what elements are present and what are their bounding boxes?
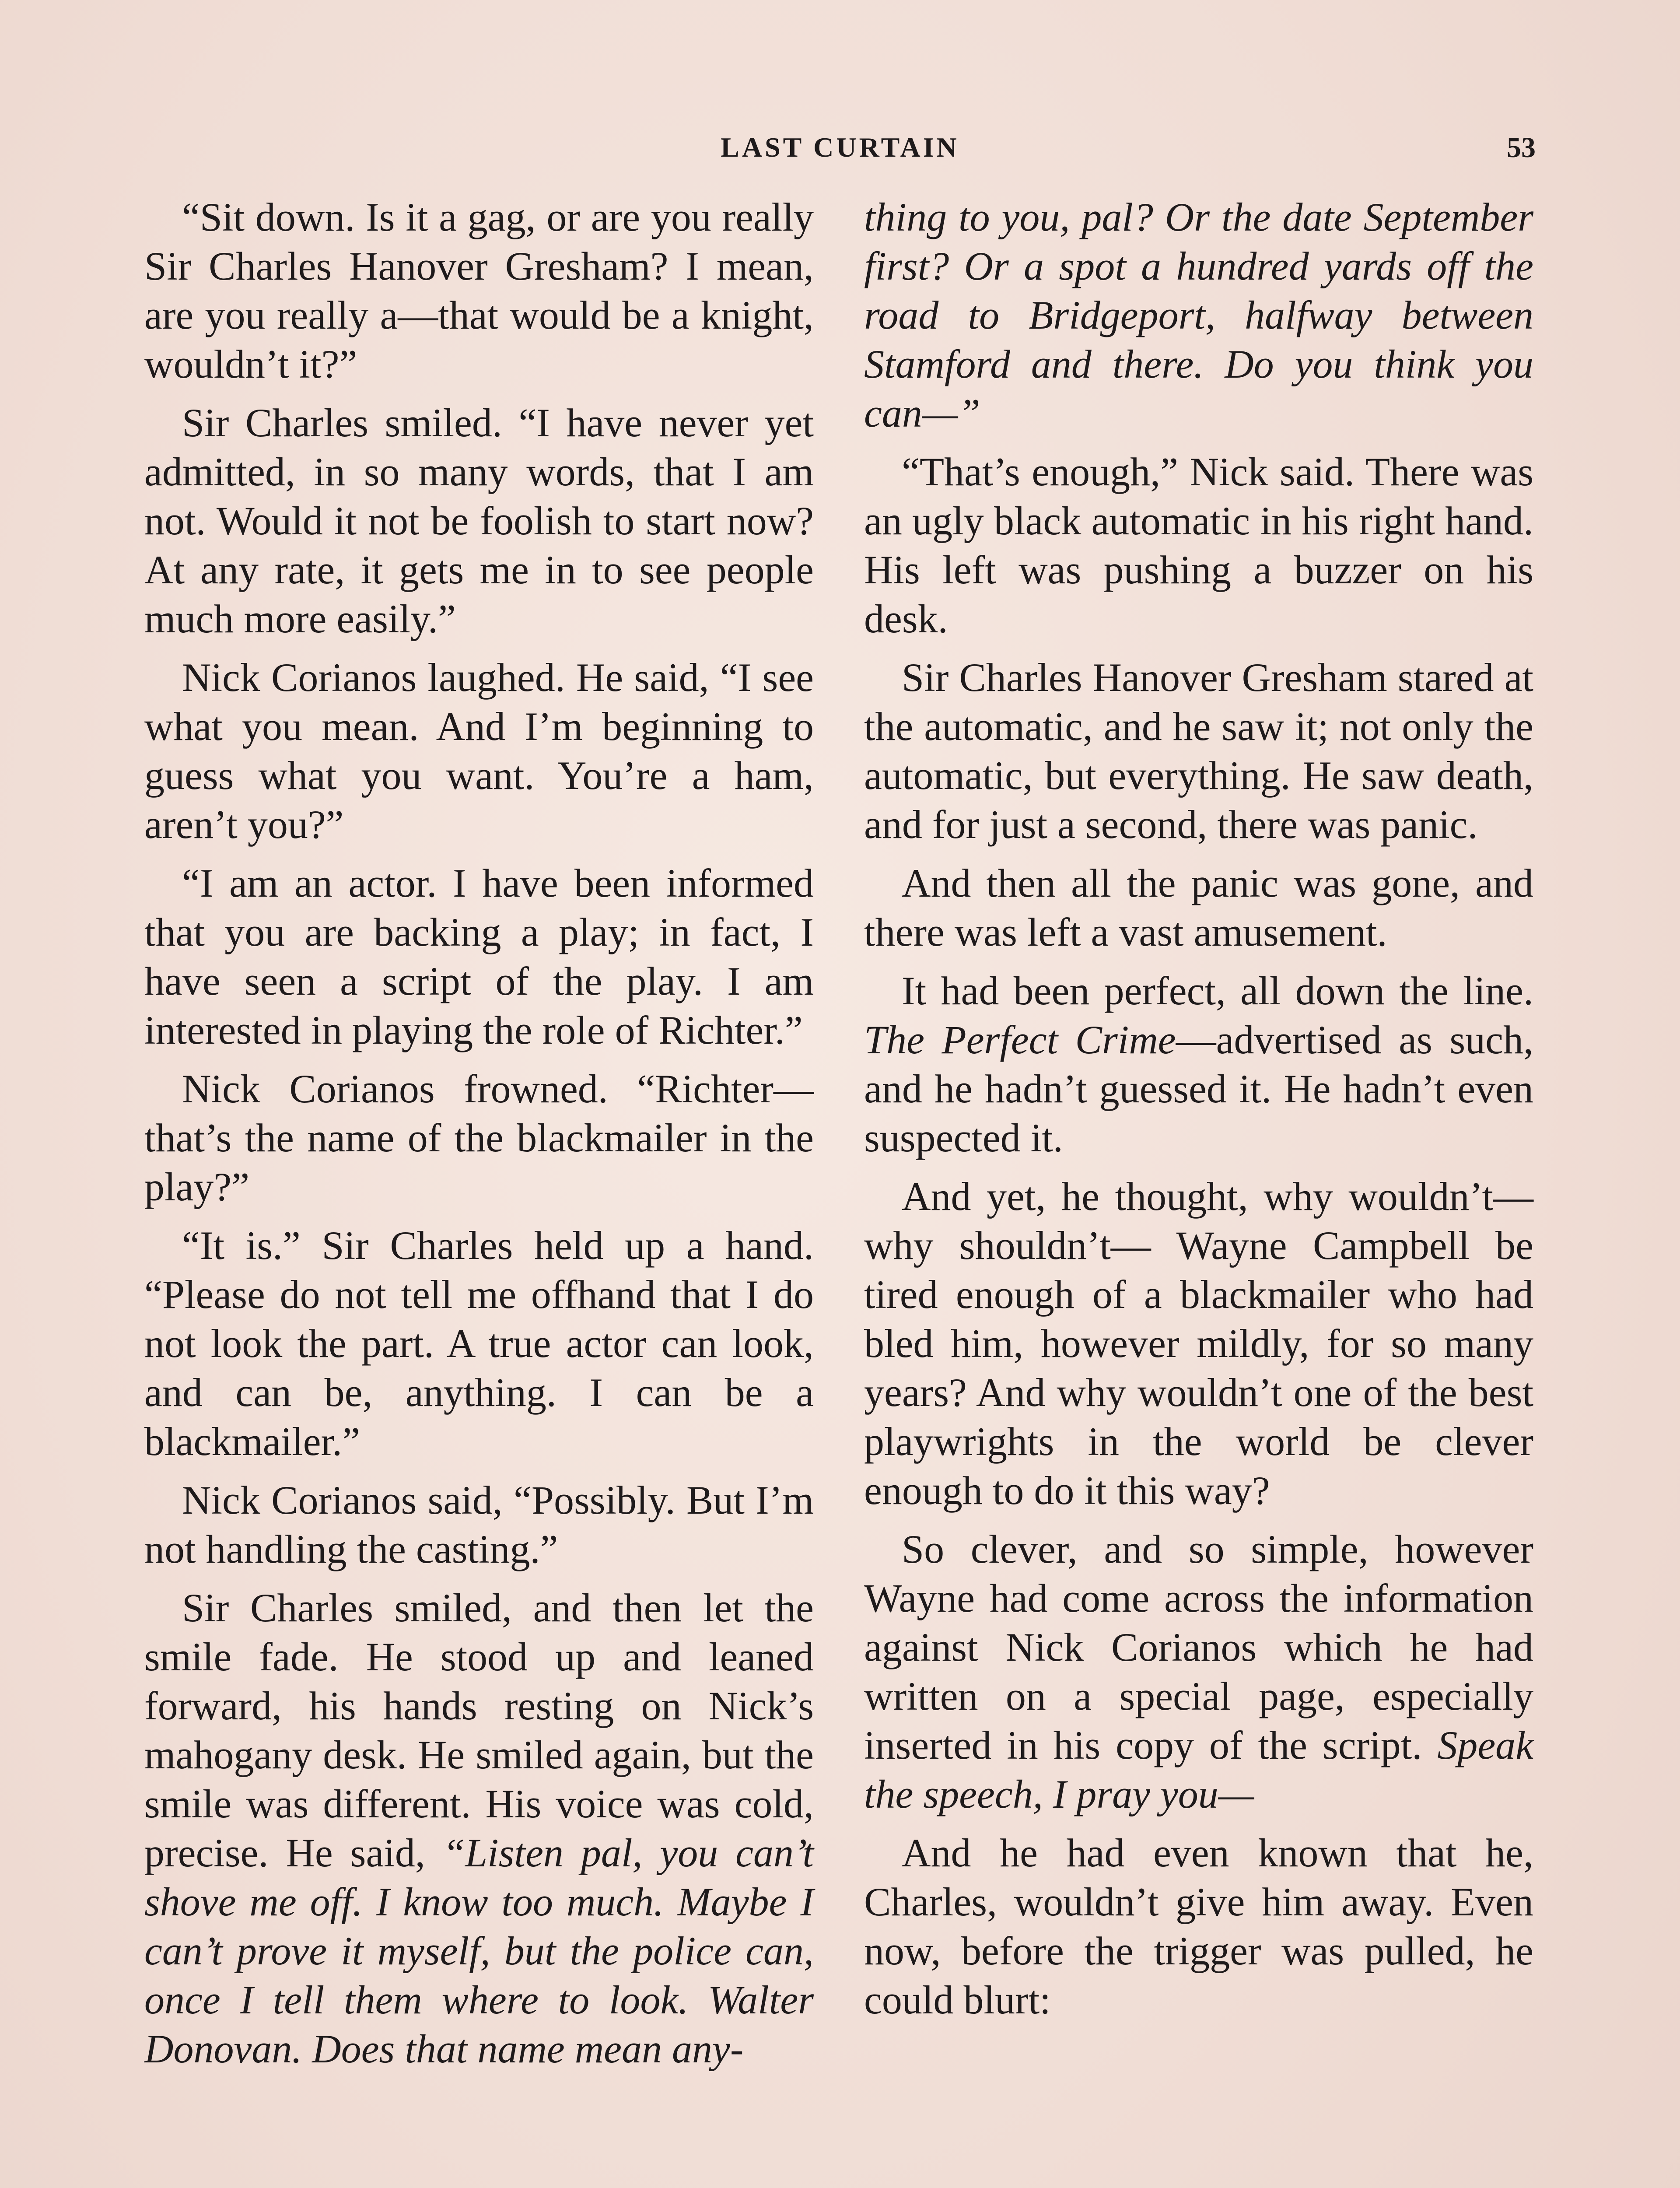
running-title: LAST CURTAIN	[721, 132, 959, 163]
page-number: 53	[1507, 132, 1536, 164]
paragraph: “It is.” Sir Charles held up a hand. “Please do not tell me offhand that I do not look the part. A true actor can look, and can be, anything. I can be a blackmailer.”	[144, 1223, 814, 1464]
paragraph: And then all the panic was gone, and there was left a vast amusement.	[864, 861, 1533, 954]
paragraph: Nick Corianos frowned. “Richter—that’s the name of the blackmailer in the play?”	[144, 1066, 814, 1209]
right-column	[864, 193, 1533, 2024]
left-column	[144, 193, 814, 2073]
page-header	[144, 131, 1536, 175]
paragraph: So clever, and so simple, however Wayne had come across the information against Nick Corianos which he had written on a special page, especially inserted in his copy of the script. Speak the speech, I pray you—	[864, 1527, 1533, 1816]
paragraph: It had been perfect, all down the line. The Perfect Crime—advertised as such, and he hadn’t guessed it. He hadn’t even suspected it.	[864, 968, 1533, 1160]
italic-quote: Speak the speech, I pray you—	[864, 1723, 1533, 1816]
paragraph: “I am an actor. I have been informed that you are backing a play; in fact, I have seen a script of the play. I am interested in playing the role of Richter.”	[144, 861, 814, 1052]
paragraph: And yet, he thought, why wouldn’t—why shouldn’t— Wayne Campbell be tired enough of a blackmailer who had bled him, however mildly, for so many years? And why wouldn’t one of the best playwrights in the world be clever enough to do it this way?	[864, 1174, 1533, 1513]
paragraph: Nick Corianos said, “Possibly. But I’m not handling the casting.”	[144, 1478, 814, 1571]
play-title: The Perfect Crime	[864, 1017, 1176, 1062]
paragraph: And he had even known that he, Charles, wouldn’t give him away. Even now, before the trigger was pulled, he could blurt:	[864, 1830, 1533, 2022]
paragraph: Sir Charles smiled. “I have never yet admitted, in so many words, that I am not. Would it not be foolish to start now? At any rate, it gets me in to see people much more easily.”	[144, 400, 814, 641]
paragraph: Sir Charles Hanover Gresham stared at the automatic, and he saw it; not only the automatic, but everything. He saw death, and for just a second, there was panic.	[864, 655, 1533, 847]
paragraph-continued: thing to you, pal? Or the date September first? Or a spot a hundred yards off the road to Bridgeport, halfway between Stamford and there. Do you think you can—”	[864, 195, 1533, 435]
paragraph: Sir Charles smiled, and then let the smile fade. He stood up and leaned forward, his hands resting on Nick’s mahogany desk. He smiled again, but the smile was different. His voice was cold, precise. He said, “Listen pal, you can’t shove me off. I know too much. Maybe I can’t prove it myself, but the police can, once I tell them where to look. Walter Donovan. Does that name mean any-	[144, 1585, 814, 2071]
italic-speech: “Listen pal, you can’t shove me off. I know too much. Maybe I can’t prove it myself, but the police can, once I tell them where to look. Walter Donovan. Does that name mean any-	[144, 1830, 814, 2071]
paragraph: “Sit down. Is it a gag, or are you really Sir Charles Hanover Gresham? I mean, are you really a—that would be a knight, wouldn’t it?”	[144, 195, 814, 386]
paragraph: Nick Corianos laughed. He said, “I see what you mean. And I’m beginning to guess what you want. You’re a ham, aren’t you?”	[144, 655, 814, 847]
paragraph: “That’s enough,” Nick said. There was an ugly black automatic in his right hand. His left was pushing a buzzer on his desk.	[864, 449, 1533, 641]
